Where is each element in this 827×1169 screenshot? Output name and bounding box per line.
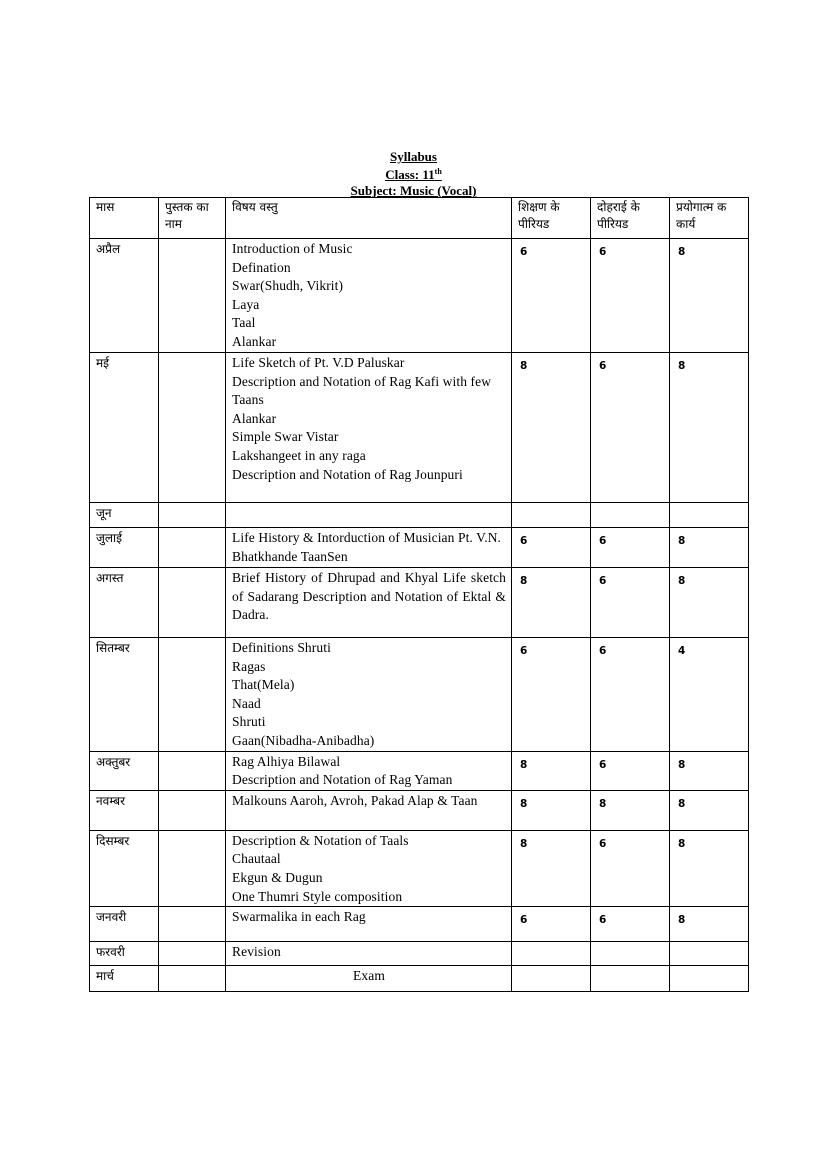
content-line: Definitions Shruti (232, 640, 331, 655)
content-cell (226, 568, 512, 638)
book-cell (159, 830, 226, 906)
content-cell (226, 790, 512, 830)
revision-periods-cell: 6 (591, 907, 670, 942)
content-line: Malkouns Aaroh, Avroh, Pakad Alap & Taan (232, 792, 478, 808)
book-cell (159, 790, 226, 830)
content-line: Ragas (232, 658, 266, 674)
revision-periods-cell (591, 942, 670, 966)
month-cell: सितम्बर (90, 638, 159, 752)
content-line: Gaan(Nibadha-Anibadha) (232, 732, 375, 748)
content-line: Alankar (232, 333, 277, 349)
practical-work-cell (670, 942, 749, 966)
header-practical: प्रयोगात्म क कार्य (670, 198, 749, 239)
table-row (90, 907, 749, 942)
table-row (90, 790, 749, 830)
header-revision: दोहराई के पीरियड (591, 198, 670, 239)
content-line: Alankar (232, 410, 277, 426)
teaching-periods-cell (512, 966, 591, 992)
content-line: Simple Swar Vistar (232, 429, 339, 445)
revision-periods-cell: 6 (591, 751, 670, 790)
practical-work-cell: 8 (670, 528, 749, 568)
book-cell (159, 638, 226, 752)
content-line: Life Sketch of Pt. V.D Paluskar (232, 355, 405, 370)
header-teaching: शिक्षण के पीरियड (512, 198, 591, 239)
content-cell (226, 239, 512, 353)
practical-work-cell: 8 (670, 830, 749, 906)
table-row (90, 503, 749, 528)
revision-periods-cell: 6 (591, 528, 670, 568)
revision-periods-cell: 8 (591, 790, 670, 830)
teaching-periods-cell: 8 (512, 790, 591, 830)
month-cell: जनवरी (90, 907, 159, 942)
book-cell (159, 239, 226, 353)
syllabus-table (89, 197, 749, 992)
book-cell (159, 751, 226, 790)
teaching-periods-cell: 6 (512, 638, 591, 752)
table-row (90, 353, 749, 503)
content-cell (226, 966, 512, 992)
book-cell (159, 528, 226, 568)
table-row (90, 966, 749, 992)
revision-periods-cell (591, 503, 670, 528)
book-cell (159, 568, 226, 638)
header-row (90, 198, 749, 239)
book-cell (159, 353, 226, 503)
content-line: Laya (232, 296, 260, 312)
teaching-periods-cell: 8 (512, 353, 591, 503)
content-line: Life History & Intorduction of Musician Pt. V.N. Bhatkhande TaanSen (232, 530, 502, 564)
practical-work-cell: 8 (670, 353, 749, 503)
table-row (90, 830, 749, 906)
practical-work-cell: 4 (670, 638, 749, 752)
teaching-periods-cell: 8 (512, 830, 591, 906)
month-cell: मई (90, 353, 159, 503)
month-cell: जुलाई (90, 528, 159, 568)
content-line: Defination (232, 259, 291, 275)
practical-work-cell: 8 (670, 907, 749, 942)
teaching-periods-cell: 8 (512, 751, 591, 790)
class-label: Class: 11th (385, 167, 442, 182)
teaching-periods-cell (512, 503, 591, 528)
content-line: Taal (232, 315, 256, 331)
content-cell (226, 503, 512, 528)
teaching-periods-cell (512, 942, 591, 966)
table-row (90, 528, 749, 568)
content-line: Chautaal (232, 851, 281, 867)
content-line: Ekgun & Dugun (232, 869, 323, 885)
month-cell: मार्च (90, 966, 159, 992)
teaching-periods-cell: 6 (512, 907, 591, 942)
content-line: Lakshangeet in any raga (232, 447, 366, 463)
content-line: Rag Alhiya Bilawal (232, 753, 341, 769)
content-line: Revision (232, 944, 281, 960)
content-line: That(Mela) (232, 677, 295, 693)
practical-work-cell (670, 966, 749, 992)
header-month: मास (90, 198, 159, 239)
content-line: One Thumri Style composition (232, 888, 403, 904)
revision-periods-cell: 6 (591, 353, 670, 503)
content-line: Brief History of Dhrupad and Khyal Life sketch of Sadarang Description and Notation of Ektal & Dadra. (232, 570, 506, 623)
revision-periods-cell (591, 966, 670, 992)
teaching-periods-cell: 8 (512, 568, 591, 638)
content-cell (226, 942, 512, 966)
month-cell: दिसम्बर (90, 830, 159, 906)
book-cell (159, 907, 226, 942)
content-line: Description and Notation of Rag Yaman (232, 772, 453, 788)
teaching-periods-cell: 6 (512, 239, 591, 353)
subject-label: Subject: Music (Vocal) (350, 183, 477, 198)
table-row (90, 638, 749, 752)
content-cell (226, 528, 512, 568)
table-row (90, 751, 749, 790)
teaching-periods-cell: 6 (512, 528, 591, 568)
content-cell (226, 907, 512, 942)
table-row (90, 239, 749, 353)
book-cell (159, 966, 226, 992)
content-line: Swar(Shudh, Vikrit) (232, 278, 344, 294)
practical-work-cell: 8 (670, 790, 749, 830)
header-content: विषय वस्तु (226, 198, 512, 239)
table-row (90, 568, 749, 638)
revision-periods-cell: 6 (591, 638, 670, 752)
revision-periods-cell: 6 (591, 830, 670, 906)
book-cell (159, 503, 226, 528)
content-line: Shruti (232, 714, 266, 730)
content-line: Exam (353, 968, 385, 984)
content-line: Description and Notation of Rag Jounpuri (232, 466, 463, 482)
practical-work-cell (670, 503, 749, 528)
month-cell: जून (90, 503, 159, 528)
content-cell (226, 353, 512, 503)
content-line: Introduction of Music (232, 241, 353, 256)
practical-work-cell: 8 (670, 239, 749, 353)
content-cell (226, 638, 512, 752)
content-line: Description and Notation of Rag Kafi with few Taans (232, 373, 492, 408)
content-line: Description & Notation of Taals (232, 832, 409, 848)
book-cell (159, 942, 226, 966)
content-line: Naad (232, 695, 261, 711)
revision-periods-cell: 6 (591, 239, 670, 353)
table-row (90, 942, 749, 966)
header-book: पुस्तक का नाम (159, 198, 226, 239)
revision-periods-cell: 6 (591, 568, 670, 638)
month-cell: अक्तुबर (90, 751, 159, 790)
content-line: Swarmalika in each Rag (232, 909, 366, 925)
title: Syllabus (390, 149, 437, 164)
content-cell (226, 751, 512, 790)
month-cell: फरवरी (90, 942, 159, 966)
content-cell (226, 830, 512, 906)
practical-work-cell: 8 (670, 568, 749, 638)
month-cell: अगस्त (90, 568, 159, 638)
practical-work-cell: 8 (670, 751, 749, 790)
month-cell: नवम्बर (90, 790, 159, 830)
month-cell: अप्रैल (90, 239, 159, 353)
